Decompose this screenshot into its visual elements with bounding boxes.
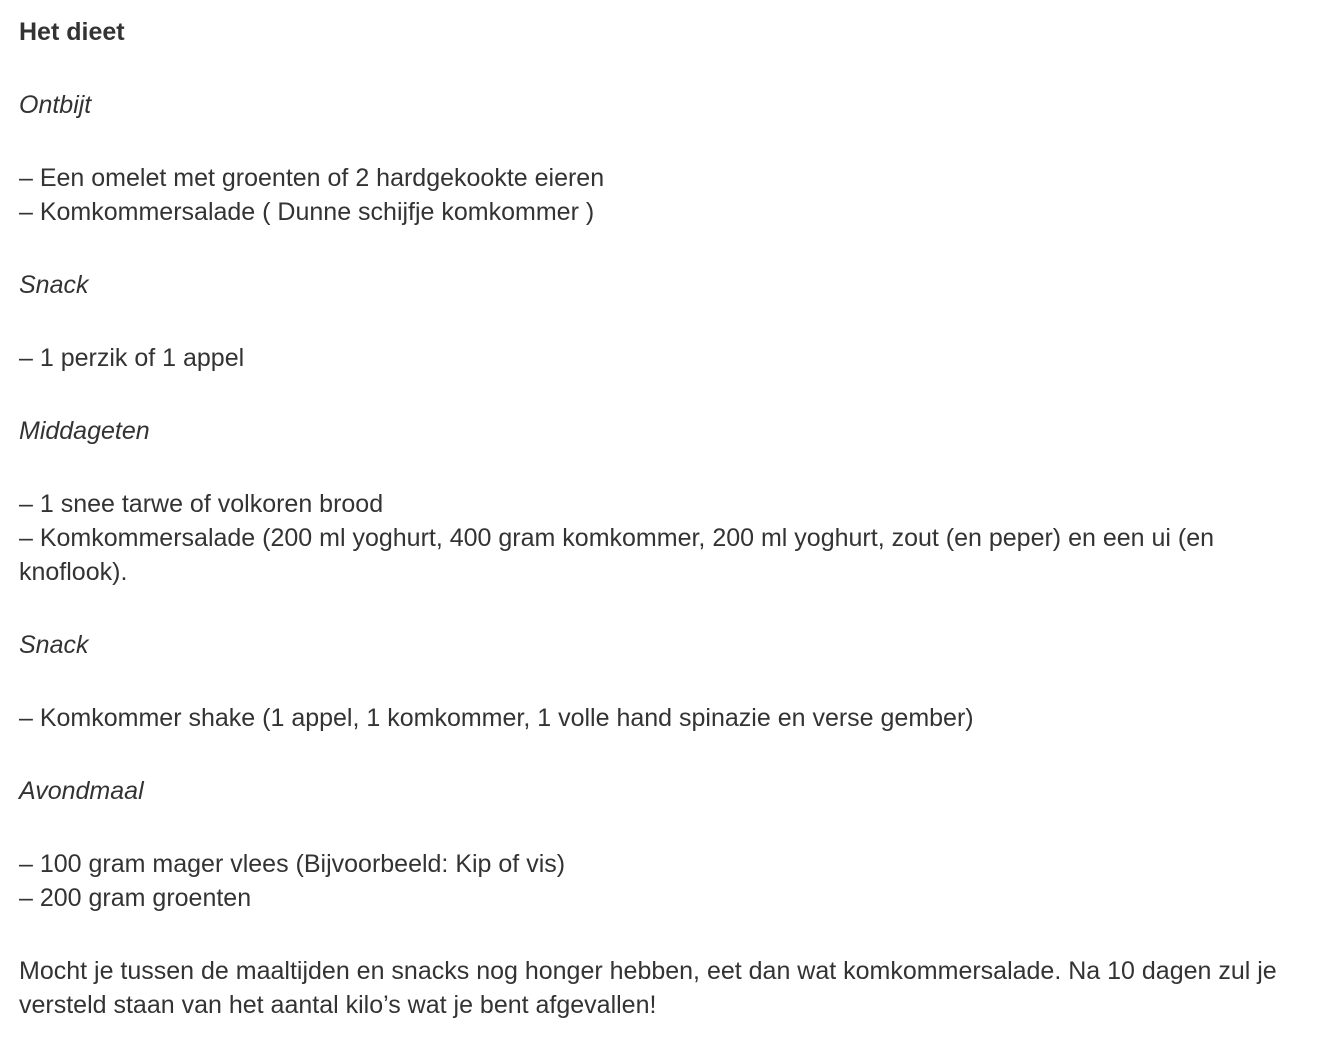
list-middageten xyxy=(19,487,1323,589)
list-snack-2 xyxy=(19,701,1323,735)
list-item: – 1 perzik of 1 appel xyxy=(19,344,245,372)
section-heading-snack: Snack xyxy=(19,631,89,659)
list-item: – Een omelet met groenten of 2 hardgekookte eieren xyxy=(19,164,605,192)
list-avondmaal xyxy=(19,847,1323,915)
list-item: – 1 snee tarwe of volkoren brood xyxy=(19,490,384,518)
list-item: – 100 gram mager vlees (Bijvoorbeeld: Kip of vis) xyxy=(19,850,566,878)
list-snack-1 xyxy=(19,341,1323,375)
list-item: – 200 gram groenten xyxy=(19,884,252,912)
section-heading-avondmaal: Avondmaal xyxy=(19,777,144,805)
section-heading-snack: Snack xyxy=(19,271,89,299)
section-heading-ontbijt: Ontbijt xyxy=(19,91,92,119)
list-ontbijt xyxy=(19,161,1323,229)
diet-title: Het dieet xyxy=(19,18,125,46)
section-heading-middageten: Middageten xyxy=(19,417,150,445)
section-snack-1 xyxy=(19,268,1323,375)
section-ontbijt xyxy=(19,88,1323,229)
list-item: – Komkommersalade (200 ml yoghurt, 400 gram komkommer, 200 ml yoghurt, zout (en peper) en een ui (en knoflook). xyxy=(19,524,1215,586)
list-item: – Komkommersalade ( Dunne schijfje komkommer ) xyxy=(19,198,595,226)
closing-paragraph: Mocht je tussen de maaltijden en snacks nog honger hebben, eet dan wat komkommersalade. Na 10 dagen zul je versteld staan van het aantal kilo’s wat je bent afgevallen! xyxy=(19,957,1277,1019)
section-middageten xyxy=(19,414,1323,589)
section-snack-2 xyxy=(19,628,1323,735)
list-item: – Komkommer shake (1 appel, 1 komkommer, 1 volle hand spinazie en verse gember) xyxy=(19,704,974,732)
section-avondmaal xyxy=(19,774,1323,915)
